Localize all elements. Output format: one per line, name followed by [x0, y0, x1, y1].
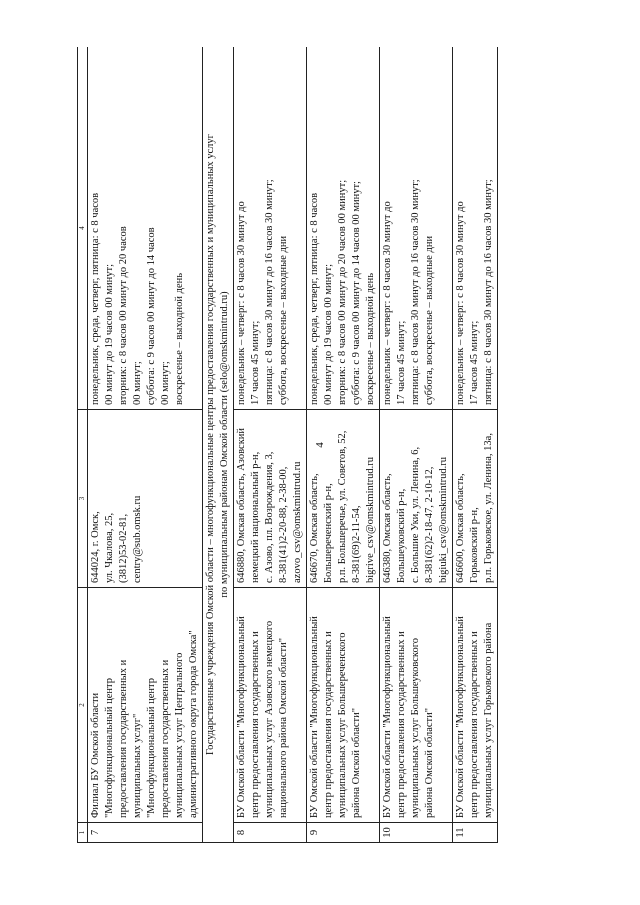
- cell-line: bigrive_csv@omskmintrud.ru: [365, 456, 376, 583]
- cell-line: БУ Омской области "Многофункциональный: [382, 616, 393, 818]
- cell-line: суббота: с 9 часов 00 минут до 14 часов 00 минут;: [351, 181, 362, 405]
- cell-line: понедельник – четверг: с 8 часов 30 минут до: [236, 201, 247, 405]
- address-contacts-cell: [234, 410, 307, 588]
- work-schedule-cell: [453, 47, 498, 410]
- table-row: [88, 47, 203, 843]
- cell-line: воскресенье – выходной день: [365, 272, 376, 405]
- cell-line: "Многофункциональный центр: [146, 678, 157, 818]
- row-number-cell: 9: [307, 823, 380, 843]
- row-number-cell: 8: [234, 823, 307, 843]
- address-contacts-cell: [380, 410, 453, 588]
- cell-line: БУ Омской области "Многофункциональный: [309, 616, 320, 818]
- cell-line: понедельник – четверг: с 8 часов 30 минут до: [455, 201, 466, 405]
- cell-line: муниципальных услуг Горьковского района: [483, 622, 494, 818]
- cell-line: пятница: с 8 часов 30 минут до 16 часов 30 минут;: [483, 179, 494, 405]
- organization-name-cell: [234, 588, 307, 823]
- cell-line: 646380, Омская область,: [382, 473, 393, 583]
- cell-line: муниципальных услуг Азовского немецкого: [264, 620, 275, 818]
- column-number: 2: [78, 588, 88, 823]
- row-number-cell: 11: [453, 823, 498, 843]
- cell-line: пятница: с 8 часов 30 минут до 16 часов 30 минут;: [410, 179, 421, 405]
- work-schedule-cell: [88, 47, 203, 410]
- cell-line: 646880, Омская область, Азовский: [236, 427, 247, 583]
- table-row: [380, 47, 453, 843]
- cell-line: предоставления государственных и: [118, 659, 129, 818]
- cell-line: 646670, Омская область,: [309, 473, 320, 583]
- cell-line: муниципальных услуг": [132, 713, 143, 818]
- cell-line: 17 часов 45 минут;: [250, 320, 261, 405]
- column-number: 1: [78, 823, 88, 843]
- table-row: [234, 47, 307, 843]
- row-number-cell: 7: [88, 823, 203, 843]
- cell-line: bigiuki_csv@omskmintrud.ru: [438, 456, 449, 583]
- cell-line: по муниципальным районам Омской области (selo@omskmintrud.ru): [219, 291, 230, 598]
- cell-line: центр предоставления государственных и: [396, 631, 407, 818]
- cell-line: 17 часов 45 минут;: [396, 320, 407, 405]
- cell-line: azovo_csv@omskmintrud.ru: [292, 461, 303, 583]
- cell-line: БУ Омской области "Многофункциональный: [455, 616, 466, 818]
- cell-line: Большеуковский р-н,: [396, 488, 407, 583]
- cell-line: административного округа города Омска": [188, 630, 199, 818]
- cell-line: муниципальных услуг Большеуковского: [410, 637, 421, 818]
- cell-line: суббота, воскресенье – выходные дни: [424, 235, 435, 405]
- cell-line: 00 минут;: [160, 361, 171, 405]
- cell-line: Государственные учреждения Омской области – многофункциональные центры предоставления государственных и муниципальных услуг: [205, 134, 216, 755]
- cell-line: понедельник – четверг: с 8 часов 30 минут до: [382, 201, 393, 405]
- cell-line: 8-381(62)2-18-47, 2-10-12,: [424, 466, 435, 583]
- cell-line: немецкий национальный р-н,: [250, 451, 261, 583]
- cell-line: воскресенье – выходной день: [174, 272, 185, 405]
- document-table-frame: [77, 47, 557, 843]
- cell-line: centry@sub.omsk.ru: [132, 495, 143, 583]
- cell-line: района Омской области": [351, 707, 362, 818]
- address-contacts-cell: [453, 410, 498, 588]
- cell-line: муниципальных услуг Центрального: [174, 652, 185, 818]
- cell-line: 17 часов 45 минут;: [469, 320, 480, 405]
- work-schedule-cell: [380, 47, 453, 410]
- column-number: 4: [78, 47, 88, 410]
- cell-line: 00 минут;: [132, 361, 143, 405]
- cell-line: с. Азово, пл. Возрождения, 3,: [264, 451, 275, 583]
- cell-line: муниципальных услуг Большереченского: [337, 632, 348, 818]
- section-heading-cell: [203, 47, 234, 843]
- cell-line: национального района Омской области": [278, 638, 289, 818]
- cell-line: вторник: с 8 часов 00 минут до 20 часов 00 минут;: [337, 179, 348, 405]
- cell-line: понедельник, среда, четверг, пятница: с 8 часов: [309, 192, 320, 405]
- work-schedule-cell: [234, 47, 307, 410]
- cell-line: ул. Чкалова, 25,: [104, 512, 115, 583]
- cell-line: суббота: с 9 часов 00 минут до 14 часов: [146, 227, 157, 405]
- cell-line: (3812)53-02-81,: [118, 513, 129, 583]
- cell-line: центр предоставления государственных и: [323, 631, 334, 818]
- organization-name-cell: [380, 588, 453, 823]
- organization-name-cell: [453, 588, 498, 823]
- cell-line: с. Большие Уки, ул. Ленина, 6,: [410, 446, 421, 583]
- cell-line: 00 минут до 19 часов 00 минут;: [323, 263, 334, 405]
- work-schedule-cell: [307, 47, 380, 410]
- cell-line: 00 минут до 19 часов 00 минут;: [104, 263, 115, 405]
- cell-line: центр предоставления государственных и: [250, 631, 261, 818]
- mfc-offices-table: [77, 47, 498, 843]
- cell-line: 644024, г. Омск,: [90, 511, 101, 583]
- page-number: 4: [314, 442, 326, 448]
- cell-line: Большереченский р-н,: [323, 483, 334, 583]
- cell-line: БУ Омской области "Многофункциональный: [236, 616, 247, 818]
- cell-line: пятница: с 8 часов 30 минут до 16 часов 30 минут;: [264, 179, 275, 405]
- column-number-row: [78, 47, 88, 843]
- address-contacts-cell: [307, 410, 380, 588]
- cell-line: "Многофункциональный центр: [104, 678, 115, 818]
- organization-name-cell: [88, 588, 203, 823]
- table-row: [453, 47, 498, 843]
- cell-line: 8-381(41)2-20-88, 2-38-00,: [278, 466, 289, 583]
- column-number: 3: [78, 410, 88, 588]
- address-contacts-cell: [88, 410, 203, 588]
- row-number-cell: 10: [380, 823, 453, 843]
- cell-line: центр предоставления государственных и: [469, 631, 480, 818]
- rotated-table-canvas: [77, 47, 557, 843]
- section-heading-row: [203, 47, 234, 843]
- cell-line: понедельник, среда, четверг, пятница: с 8 часов: [90, 192, 101, 405]
- cell-line: района Омской области": [424, 707, 435, 818]
- cell-line: 646600, Омская область,: [455, 473, 466, 583]
- cell-line: р.п. Большеречье, ул. Советов, 52,: [337, 430, 348, 583]
- cell-line: вторник: с 8 часов 00 минут до 20 часов: [118, 226, 129, 405]
- cell-line: суббота, воскресенье – выходные дни: [278, 235, 289, 405]
- cell-line: предоставления государственных и: [160, 659, 171, 818]
- cell-line: Горьковский р-н,: [469, 507, 480, 583]
- table-row: [307, 47, 380, 843]
- organization-name-cell: [307, 588, 380, 823]
- cell-line: р.п. Горьковское, ул. Ленина, 13а,: [483, 433, 494, 583]
- cell-line: Филиал БУ Омской области: [90, 692, 101, 818]
- cell-line: 8-381(69)2-11-54,: [351, 505, 362, 583]
